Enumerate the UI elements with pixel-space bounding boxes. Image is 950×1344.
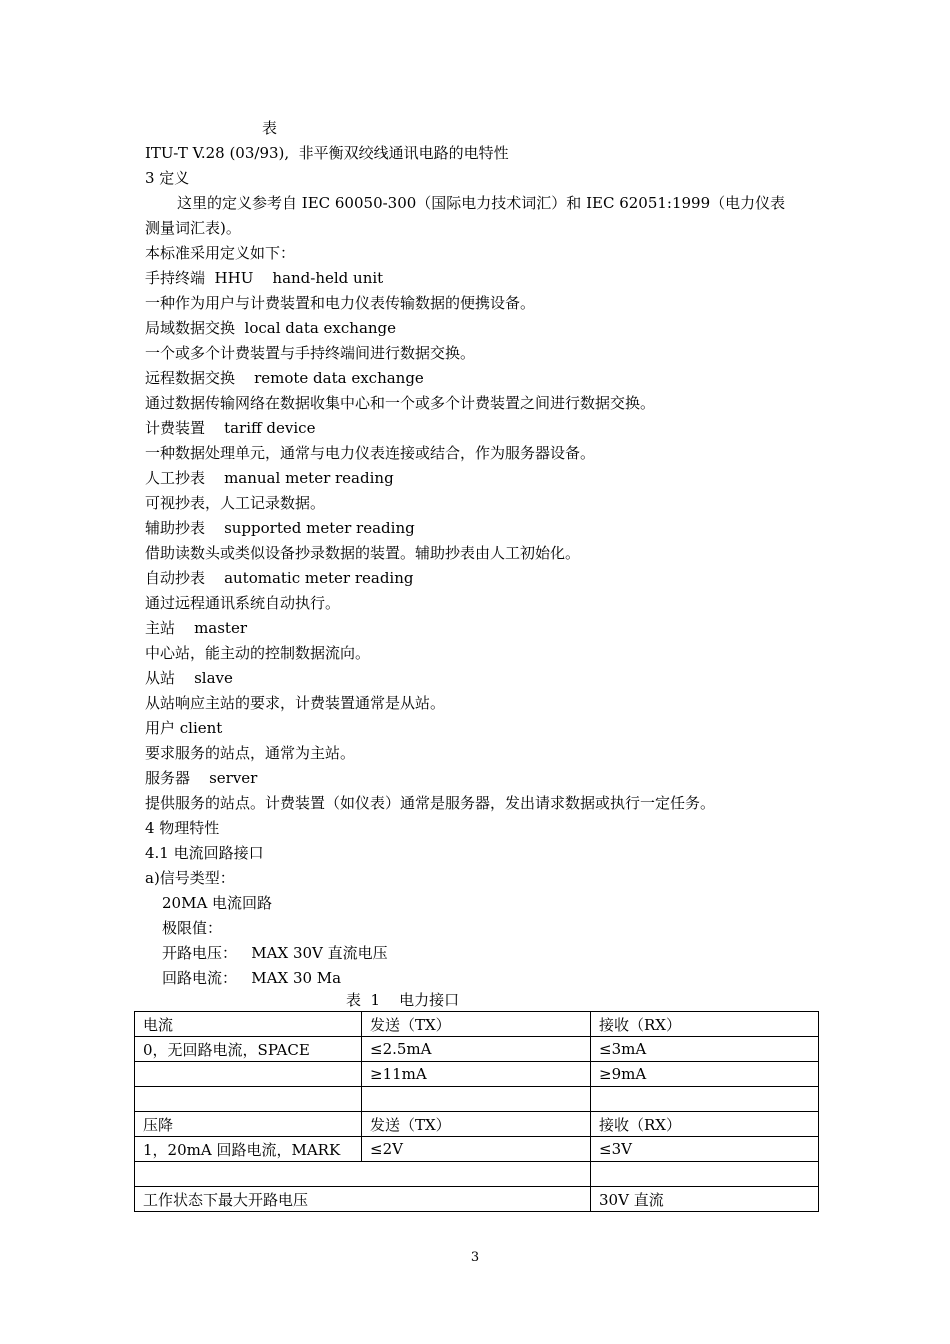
term-remote-data-exchange: 远程数据交换 remote data exchange: [145, 369, 424, 387]
table-cell: [591, 1087, 819, 1112]
definition-automatic-meter-reading: 通过远程通讯系统自动执行。: [145, 594, 341, 612]
limits-label: 极限值：: [162, 919, 223, 937]
term-master: 主站 master: [145, 619, 248, 637]
term-slave: 从站 slave: [145, 669, 233, 687]
term-manual-meter-reading: 人工抄表 manual meter reading: [145, 469, 394, 487]
signal-type-value: 20MA 电流回路: [162, 894, 273, 912]
paragraph-definitions-intro-cont: 测量词汇表)。: [145, 219, 241, 237]
table-cell: ≤3V: [591, 1137, 819, 1162]
table-cell: 压降: [135, 1112, 362, 1137]
table-row: [135, 1137, 819, 1162]
table-cell: ≥9mA: [591, 1062, 819, 1087]
table-cell: 接收（RX）: [591, 1112, 819, 1137]
definition-supported-meter-reading: 借助读数头或类似设备抄录数据的装置。辅助抄表由人工初始化。: [145, 544, 581, 562]
table-cell: 接收（RX）: [591, 1012, 819, 1037]
paragraph-definitions-intro: 这里的定义参考自 IEC 60050-300（国际电力技术词汇）和 IEC 62051:1999（电力仪表: [177, 194, 786, 212]
table-row: [135, 1162, 819, 1187]
table-cell: ≤2V: [362, 1137, 591, 1162]
table-cell: ≥11mA: [362, 1062, 591, 1087]
table-row: [135, 1062, 819, 1087]
table-cell: [135, 1162, 591, 1187]
definition-client: 要求服务的站点，通常为主站。: [145, 744, 356, 762]
table-label: 表: [262, 119, 278, 137]
term-local-data-exchange: 局域数据交换 local data exchange: [145, 319, 397, 337]
table-row: [135, 1012, 819, 1037]
table-cell: 30V 直流: [591, 1187, 819, 1212]
table-cell: [362, 1087, 591, 1112]
table-cell: [135, 1062, 362, 1087]
table-row: [135, 1037, 819, 1062]
table-cell: 工作状态下最大开路电压: [135, 1187, 591, 1212]
open-circuit-voltage: 开路电压： MAX 30V 直流电压: [162, 944, 388, 962]
table-cell: ≤2.5mA: [362, 1037, 591, 1062]
table-cell: 发送（TX）: [362, 1012, 591, 1037]
definition-local-data-exchange: 一个或多个计费装置与手持终端间进行数据交换。: [145, 344, 476, 362]
loop-current: 回路电流： MAX 30 Ma: [162, 969, 342, 987]
list-item-signal-type: a)信号类型：: [145, 869, 235, 887]
reference-itu-v28: ITU-T V.28 (03/93), 非平衡双绞线通讯电路的电特性: [145, 144, 509, 162]
power-interface-table: [134, 1011, 819, 1212]
table-row: [135, 1112, 819, 1137]
subsection-heading-current-loop: 4.1 电流回路接口: [145, 844, 264, 862]
table-cell: 发送（TX）: [362, 1112, 591, 1137]
page-number: 3: [470, 1250, 480, 1265]
paragraph-definitions-lead: 本标准采用定义如下：: [145, 244, 296, 262]
term-automatic-meter-reading: 自动抄表 automatic meter reading: [145, 569, 414, 587]
definition-hhu: 一种作为用户与计费装置和电力仪表传输数据的便携设备。: [145, 294, 536, 312]
table-row: [135, 1087, 819, 1112]
table-cell: [591, 1162, 819, 1187]
section-heading-physical: 4 物理特性: [145, 819, 220, 837]
definition-remote-data-exchange: 通过数据传输网络在数据收集中心和一个或多个计费装置之间进行数据交换。: [145, 394, 656, 412]
table-cell: [135, 1087, 362, 1112]
section-heading-definitions: 3 定义: [145, 169, 190, 187]
table-cell: 电流: [135, 1012, 362, 1037]
table-cell: ≤3mA: [591, 1037, 819, 1062]
term-client: 用户 client: [145, 719, 223, 737]
table-row: [135, 1187, 819, 1212]
definition-slave: 从站响应主站的要求，计费装置通常是从站。: [145, 694, 446, 712]
definition-master: 中心站，能主动的控制数据流向。: [145, 644, 371, 662]
term-hhu: 手持终端 HHU hand-held unit: [145, 269, 384, 287]
term-supported-meter-reading: 辅助抄表 supported meter reading: [145, 519, 415, 537]
definition-server: 提供服务的站点。计费装置（如仪表）通常是服务器，发出请求数据或执行一定任务。: [145, 794, 716, 812]
table-cell: 1，20mA 回路电流，MARK: [135, 1137, 362, 1162]
term-server: 服务器 server: [145, 769, 258, 787]
definition-manual-meter-reading: 可视抄表，人工记录数据。: [145, 494, 326, 512]
definition-tariff-device: 一种数据处理单元，通常与电力仪表连接或结合，作为服务器设备。: [145, 444, 596, 462]
table-caption: 表 1 电力接口: [346, 991, 460, 1009]
term-tariff-device: 计费装置 tariff device: [145, 419, 316, 437]
table-cell: 0，无回路电流，SPACE: [135, 1037, 362, 1062]
